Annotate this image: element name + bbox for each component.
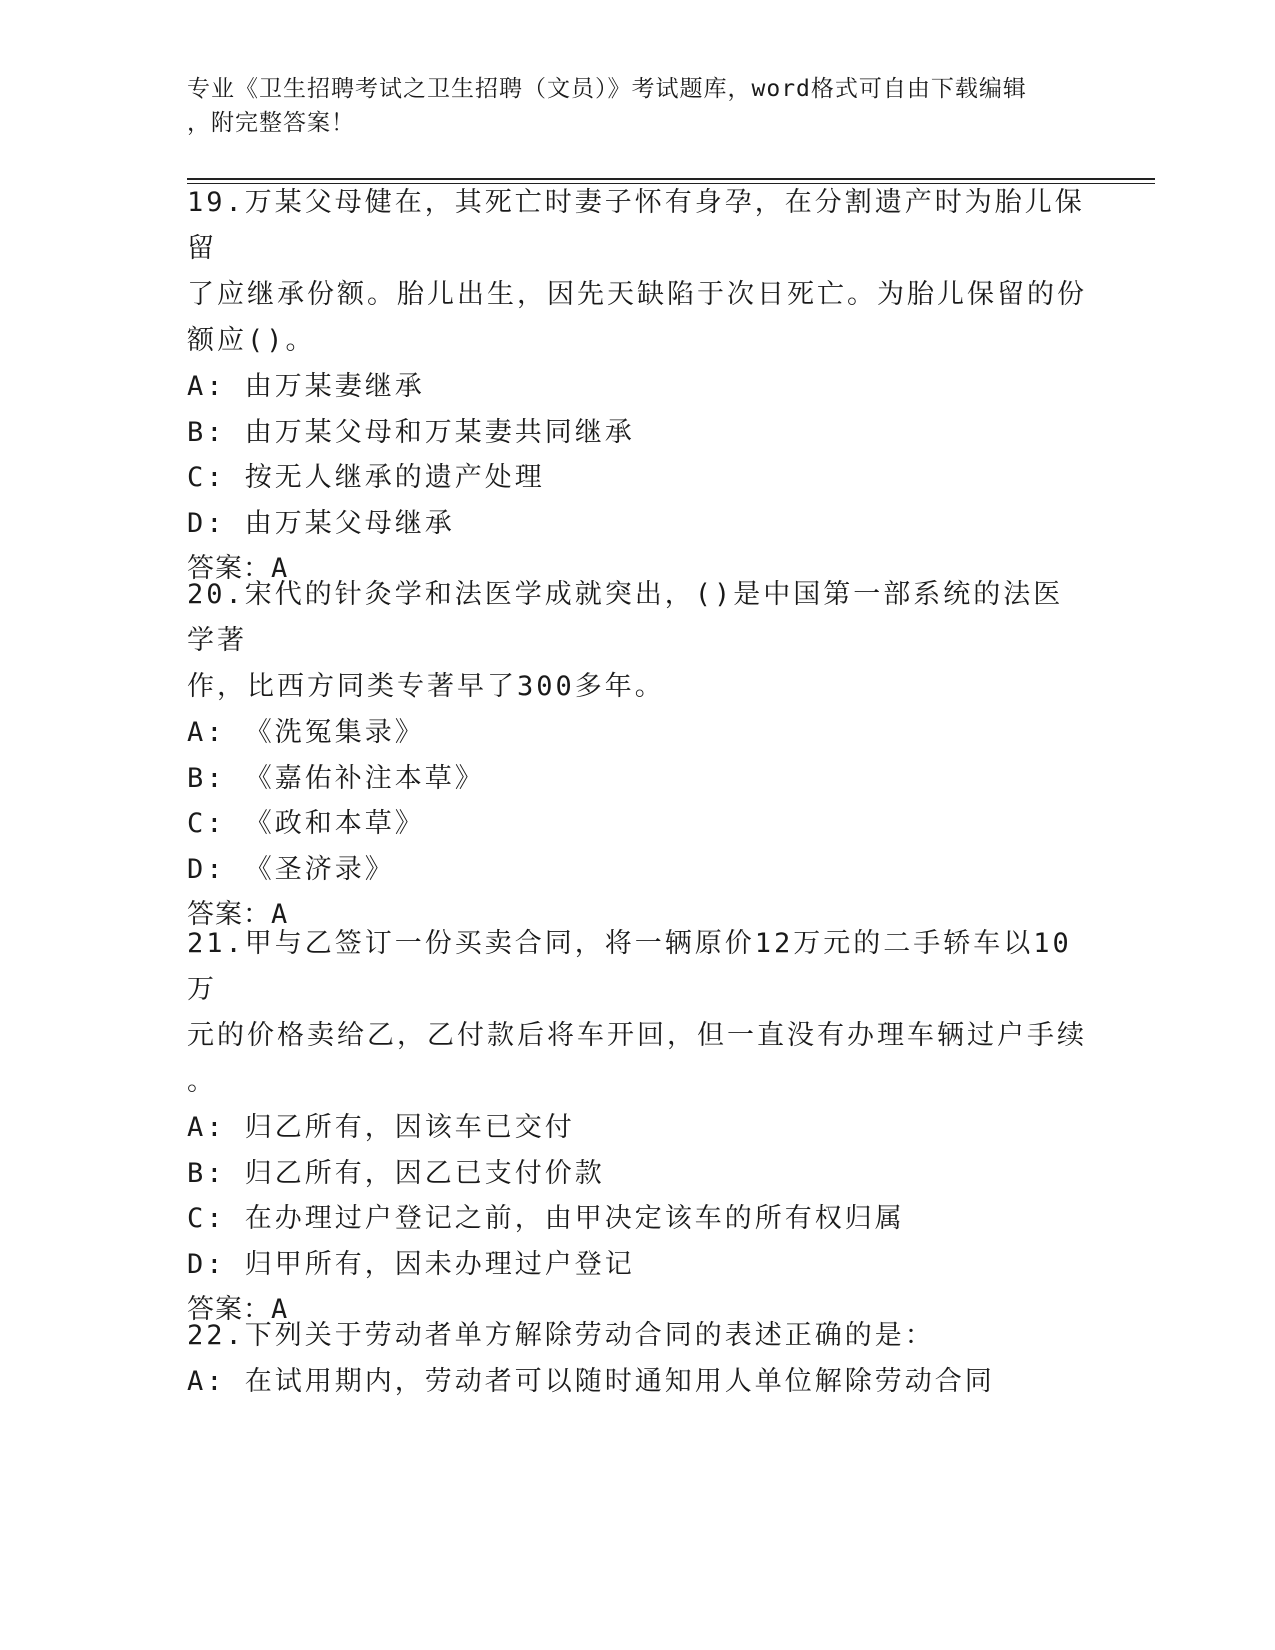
option-a: A: 在试用期内，劳动者可以随时通知用人单位解除劳动合同 <box>187 1366 995 1397</box>
option-c: C: 《政和本草》 <box>187 808 425 839</box>
option-c: C: 在办理过户登记之前，由甲决定该车的所有权归属 <box>187 1203 905 1234</box>
question-21 <box>187 921 1087 1333</box>
question-stem-line: 22.下列关于劳动者单方解除劳动合同的表述正确的是： <box>187 1320 935 1351</box>
question-stem-line: 。 <box>187 1066 217 1097</box>
option-b: B: 归乙所有，因乙已支付价款 <box>187 1157 605 1189</box>
option-b: B: 《嘉佑补注本草》 <box>187 762 485 794</box>
question-stem-line: 19.万某父母健在，其死亡时妻子怀有身孕，在分割遗产时为胎儿保留 <box>187 187 1085 264</box>
option-a: A: 归乙所有，因该车已交付 <box>187 1112 575 1143</box>
answer-label: 答案： <box>187 553 271 584</box>
question-stem-line: 20.宋代的针灸学和法医学成就突出，()是中国第一部系统的法医学著 <box>187 579 1064 656</box>
option-a: A: 由万某妻继承 <box>187 371 425 402</box>
question-19 <box>187 180 1087 592</box>
option-b: B: 由万某父母和万某妻共同继承 <box>187 416 635 448</box>
question-stem-line: 元的价格卖给乙，乙付款后将车开回，但一直没有办理车辆过户手续 <box>187 1020 1087 1051</box>
option-d: D: 《圣济录》 <box>187 853 395 885</box>
option-a: A: 《洗冤集录》 <box>187 717 425 748</box>
question-stem-line: 了应继承份额。胎儿出生，因先天缺陷于次日死亡。为胎儿保留的份 <box>187 279 1087 310</box>
answer-label: 答案： <box>187 899 271 930</box>
question-stem-line: 额应()。 <box>187 325 316 356</box>
question-20 <box>187 572 1087 938</box>
answer-value: A <box>271 899 289 930</box>
answer-label: 答案： <box>187 1294 271 1325</box>
option-c: C: 按无人继承的遗产处理 <box>187 462 545 493</box>
header-line-2: ，附完整答案！ <box>187 110 355 136</box>
question-stem-line: 作，比西方同类专著早了300多年。 <box>187 671 665 702</box>
document-header <box>187 72 1087 140</box>
question-stem-line: 21.甲与乙签订一份买卖合同，将一辆原价12万元的二手轿车以10万 <box>187 928 1072 1005</box>
option-d: D: 由万某父母继承 <box>187 507 455 539</box>
answer-value: A <box>271 553 289 584</box>
answer-value: A <box>271 1294 289 1325</box>
header-line-1: 专业《卫生招聘考试之卫生招聘（文员）》考试题库，word格式可自由下载编辑 <box>187 76 1027 102</box>
option-d: D: 归甲所有，因未办理过户登记 <box>187 1248 635 1280</box>
question-22 <box>187 1313 1087 1405</box>
